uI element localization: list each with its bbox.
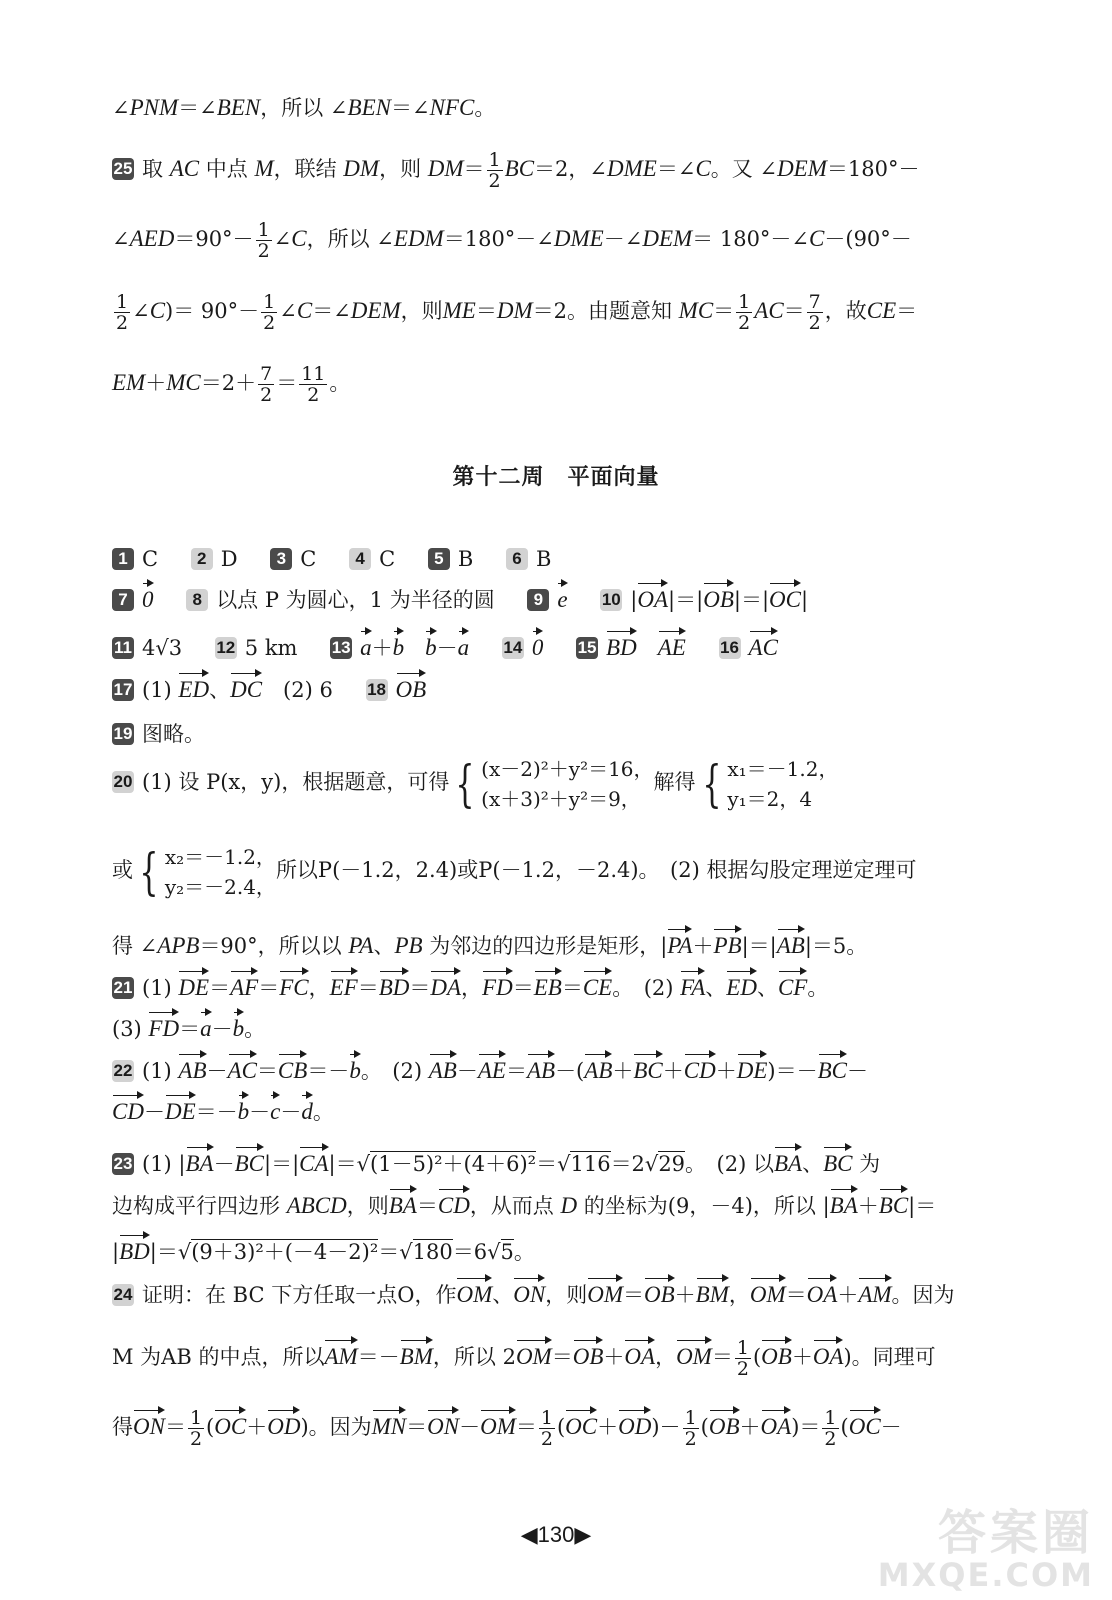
- answers-row-4: 17 (1) ED、DC (2) 6 18 OB: [113, 677, 427, 702]
- answers-row-3: 11 4√3 12 5 km 13 a＋b b－a 14 0 15 BD AE 16 AC: [114, 635, 778, 660]
- answer-text: 以点 P 为圆心，1 为半径的圆: [216, 588, 495, 612]
- question-number-badge: 22: [113, 1061, 133, 1080]
- answer-21-line-2: (3) FD＝a－b。: [112, 1016, 266, 1041]
- question-number-badge: 24: [113, 1285, 133, 1304]
- answers-row-2: 7 0 8 以点 P 为圆心，1 为半径的圆 9 e 10 |OA|＝|OB|＝|OC|: [112, 586, 808, 614]
- q25-line-1: 25 取 AC 中点 M，联结 DM，则 DM＝ $\frac{1}{2}$ BC＝2，∠DME＝∠C。又 ∠DEM＝180°－: [113, 149, 920, 192]
- answer-21-line-1: 21 (1) DE＝AF＝FC，EF＝BD＝DA，FD＝EB＝CE。 (2) FA、ED、CF。: [113, 975, 829, 1000]
- question-number-badge: 14: [503, 638, 523, 657]
- watermark: [877, 1505, 1094, 1594]
- question-number-badge: 3: [270, 548, 292, 570]
- watermark-url: MXQE.COM: [877, 1556, 1094, 1594]
- answer-text: B: [535, 547, 552, 571]
- question-number-badge: 9: [527, 589, 549, 611]
- question-number-badge: 25: [113, 159, 133, 178]
- answer-22-line-2: CD－DE＝－b－c－d。: [112, 1099, 334, 1124]
- question-number-badge: 18: [367, 680, 386, 699]
- question-number-badge: 20: [113, 772, 133, 791]
- answer-20-line-3: 得 ∠APB＝90°，所以以 PA、PB 为邻边的四边形是矩形，|PA＋PB|＝|AB|＝5。: [112, 933, 868, 958]
- q25-line-2: ∠AED＝90°－ $\frac{1}{2}$ ∠C，所以 ∠EDM＝180°－∠DME－∠DEM＝ 180°－∠C－(90°－: [112, 219, 912, 262]
- question-number-badge: 4: [349, 548, 371, 570]
- question-number-badge: 8: [186, 589, 208, 611]
- answer-23-line-3: |BD|＝√(9＋3)²＋(－4－2)²＝√180＝6√5。: [112, 1239, 535, 1264]
- answer-text: B: [457, 547, 474, 571]
- q25-line-4: EM＋MC＝2＋ $\frac{7}{2}$ ＝ $\frac{11}{2}$ 。: [112, 363, 351, 406]
- question-number-badge: 17: [113, 680, 133, 699]
- question-number-badge: 16: [720, 638, 739, 657]
- answer-19: [112, 720, 205, 748]
- answer-text: C: [379, 547, 396, 571]
- answer-20-line-2: 或 { x₂＝－1.2， y₂＝－2.4， 所以P(－1.2，2.4)或P(－1.2，－2.4)。 (2) 根据勾股定理逆定理可: [112, 842, 917, 901]
- page-number: ◀130▶: [520, 1522, 592, 1547]
- question-number-badge: 11: [112, 637, 134, 659]
- section-title: 第十二周 平面向量: [452, 465, 660, 490]
- answer-text: 5 km: [244, 636, 298, 660]
- question-number-badge: 21: [113, 978, 133, 997]
- answer-text: C: [300, 547, 317, 571]
- question-number-badge: 10: [601, 590, 621, 609]
- answer-text: C: [142, 547, 159, 571]
- question-number-badge: 13: [331, 638, 351, 657]
- answer-20-line-1: 20 (1) 设 P(x，y)，根据题意，可得 { (x－2)²＋y²＝16， (x＋3)²＋y²＝9， 解得 { x₁＝－1.2， y₁＝2，4: [113, 754, 839, 813]
- answer-22-line-1: 22 (1) AB－AC＝CB＝－b。 (2) AB－AE＝AB－(AB＋BC＋CD＋DE)＝－BC－: [113, 1058, 868, 1083]
- watermark-logo-text: 答案圈: [937, 1505, 1094, 1561]
- answer-23-line-1: 23 (1) |BA－BC|＝|CA|＝√(1－5)²＋(4＋6)²＝√116＝2√29。 (2) 以BA、BC 为: [113, 1151, 881, 1176]
- question-number-badge: 1: [112, 548, 134, 570]
- q25-line-3: $\frac{1}{2}$ ∠C)＝ 90°－ $\frac{1}{2}$ ∠C＝∠DEM，则ME＝DM＝2。由题意知 MC＝ $\frac{1}{2}$ AC＝ $\frac{7}{2}$ ，故CE＝: [116, 291, 918, 334]
- question-number-badge: 19: [113, 724, 133, 743]
- question-number-badge: 2: [191, 548, 213, 570]
- question-number-badge: 5: [428, 548, 450, 570]
- question-number-badge: 12: [216, 638, 236, 657]
- question-number-badge: 6: [506, 548, 528, 570]
- question-number-badge: 7: [112, 589, 134, 611]
- q24-prev-conclusion: ∠PNM＝∠BEN，所以 ∠BEN＝∠NFC。: [112, 95, 496, 120]
- answer-23-line-2: 边构成平行四边形 ABCD，则BA＝CD，从而点 D 的坐标为(9，－4)，所以 |BA＋BC|＝: [112, 1193, 937, 1218]
- answer-text: D: [220, 547, 238, 571]
- answer-24-line-3: 得ON＝ $\frac{1}{2}$ (OC＋OD)。因为MN＝ON－OM＝ $\frac{1}{2}$ (OC＋OD)－ $\frac{1}{2}$ (OB＋OA)＝ $\frac{1}{2}$ (OC－: [112, 1407, 902, 1450]
- answer-24-line-1: 24 证明：在 BC 下方任取一点O，作OM、ON，则OM＝OB＋BM，OM＝OA＋AM。因为: [113, 1282, 955, 1307]
- answers-row-1: [112, 545, 551, 573]
- answer-24-line-2: M 为AB 的中点，所以AM＝－BM，所以 2OM＝OB＋OA，OM＝ $\frac{1}{2}$ (OB＋OA)。同理可: [112, 1337, 936, 1380]
- question-number-badge: 15: [577, 638, 597, 657]
- question-number-badge: 23: [113, 1154, 133, 1173]
- answer-text: 图略。: [142, 722, 205, 746]
